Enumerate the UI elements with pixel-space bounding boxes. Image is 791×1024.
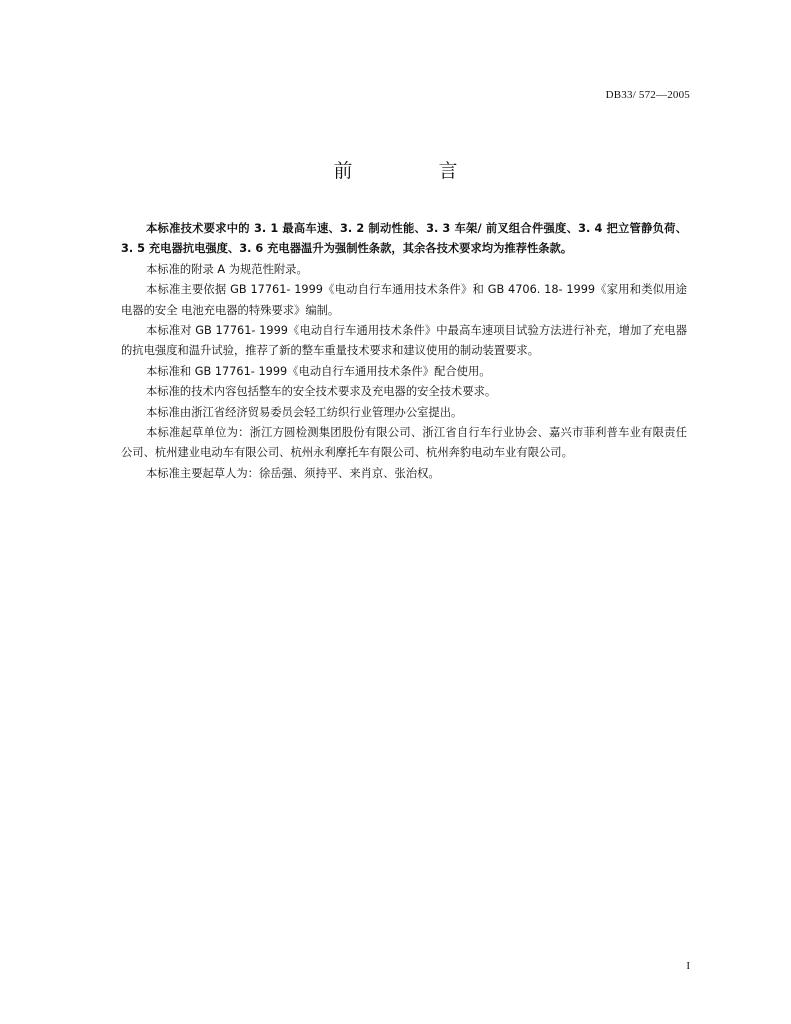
page-title: 前 言 xyxy=(333,160,498,182)
page-number: I xyxy=(686,960,690,972)
paragraph-proposer: 本标准由浙江省经济贸易委员会轻工纺织行业管理办公室提出。 xyxy=(146,405,463,419)
paragraph-mandatory-clauses: 本标准技术要求中的 3. 1 最高车速、3. 2 制动性能、3. 3 车架/ 前叉组合件强度、3. 4 把立管静负荷、3. 5 充电器抗电强度、3. 6 充电器温升为强制性条款，其余各技术要求均为推荐性条款。 xyxy=(121,222,687,256)
paragraph-basis: 本标准主要依据 GB 17761- 1999《电动自行车通用技术条件》和 GB 4706. 18- 1999《家用和类似用途电器的安全 电池充电器的特殊要求》编制。 xyxy=(121,283,687,317)
foreword-body xyxy=(121,219,687,484)
paragraph-supplement: 本标准对 GB 17761- 1999《电动自行车通用技术条件》中最高车速项目试验方法进行补充，增加了充电器的抗电强度和温升试验，推荐了新的整车重量技术要求和建议使用的制动装置要求。 xyxy=(121,324,687,358)
paragraph-appendix: 本标准的附录 A 为规范性附录。 xyxy=(146,262,308,276)
paragraph-drafters: 本标准主要起草人为：徐岳强、须持平、来肖京、张治权。 xyxy=(146,466,440,480)
paragraph-content: 本标准的技术内容包括整车的安全技术要求及充电器的安全技术要求。 xyxy=(146,385,497,399)
paragraph-drafting-units: 本标准起草单位为：浙江方圆检测集团股份有限公司、浙江省自行车行业协会、嘉兴市菲利普车业有限责任公司、杭州建业电动车有限公司、杭州永利摩托车有限公司、杭州奔豹电动车业有限公司。 xyxy=(121,426,687,460)
paragraph-usage: 本标准和 GB 17761- 1999《电动自行车通用技术条件》配合使用。 xyxy=(146,364,491,378)
document-code: DB33/ 572—2005 xyxy=(605,89,690,101)
